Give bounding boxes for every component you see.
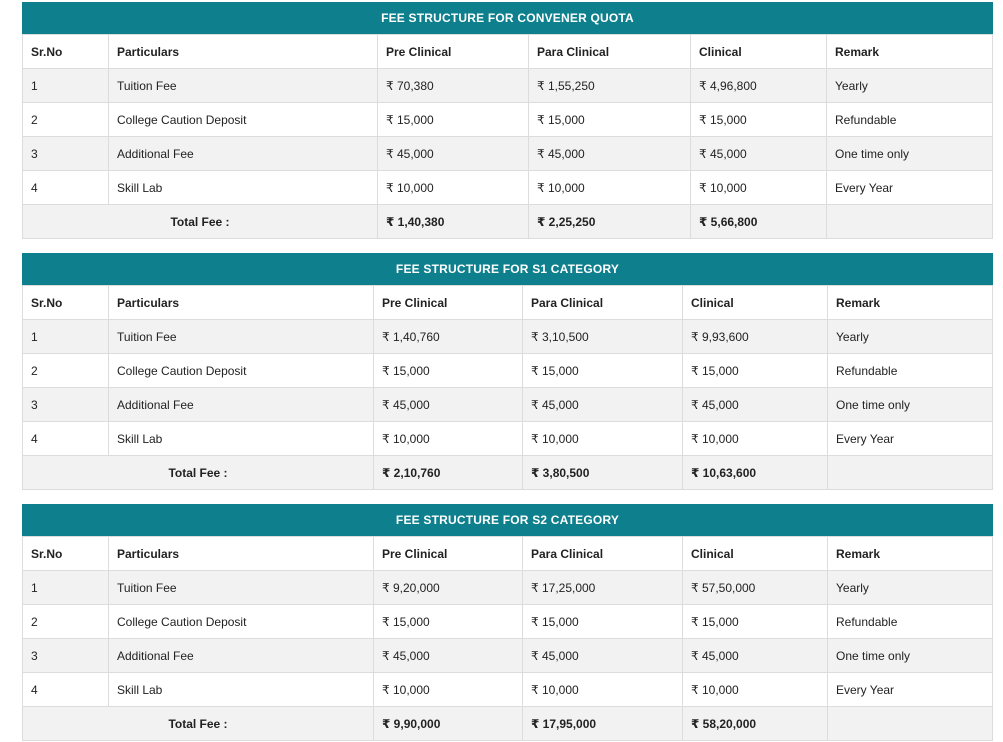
cell-pre-clinical: ₹ 70,380 [378, 69, 529, 103]
cell-para-clinical: ₹ 15,000 [529, 103, 691, 137]
cell-pre-clinical: ₹ 45,000 [374, 388, 523, 422]
cell-clinical: ₹ 4,96,800 [691, 69, 827, 103]
column-header-remark: Remark [828, 537, 993, 571]
table-title: FEE STRUCTURE FOR S1 CATEGORY [22, 253, 993, 285]
fee-table-s2-category [22, 504, 993, 741]
cell-clinical: ₹ 45,000 [691, 137, 827, 171]
total-row [23, 456, 993, 490]
table-row [23, 137, 993, 171]
table-row [23, 422, 993, 456]
cell-pre-clinical: ₹ 45,000 [378, 137, 529, 171]
total-pre-clinical: ₹ 1,40,380 [378, 205, 529, 239]
table-title: FEE STRUCTURE FOR CONVENER QUOTA [22, 2, 993, 34]
column-header-pre-clinical: Pre Clinical [374, 537, 523, 571]
total-remark-empty [827, 205, 993, 239]
column-header-sr-no: Sr.No [23, 286, 109, 320]
cell-para-clinical: ₹ 10,000 [523, 422, 683, 456]
cell-particulars: College Caution Deposit [109, 103, 378, 137]
cell-pre-clinical: ₹ 1,40,760 [374, 320, 523, 354]
table-row [23, 571, 993, 605]
cell-para-clinical: ₹ 10,000 [529, 171, 691, 205]
cell-sr-no: 1 [23, 571, 109, 605]
total-label: Total Fee : [23, 205, 378, 239]
cell-remark: Yearly [828, 320, 993, 354]
total-pre-clinical: ₹ 2,10,760 [374, 456, 523, 490]
cell-particulars: Tuition Fee [109, 571, 374, 605]
cell-clinical: ₹ 57,50,000 [683, 571, 828, 605]
cell-particulars: Skill Lab [109, 673, 374, 707]
cell-para-clinical: ₹ 45,000 [529, 137, 691, 171]
cell-remark: Every Year [828, 673, 993, 707]
column-header-clinical: Clinical [691, 35, 827, 69]
cell-para-clinical: ₹ 17,25,000 [523, 571, 683, 605]
total-remark-empty [828, 456, 993, 490]
cell-remark: Every Year [828, 422, 993, 456]
cell-sr-no: 2 [23, 103, 109, 137]
cell-para-clinical: ₹ 45,000 [523, 388, 683, 422]
cell-sr-no: 3 [23, 388, 109, 422]
fee-table-convener-quota [22, 2, 993, 239]
cell-particulars: College Caution Deposit [109, 605, 374, 639]
cell-clinical: ₹ 15,000 [683, 354, 828, 388]
cell-para-clinical: ₹ 15,000 [523, 605, 683, 639]
table-row [23, 673, 993, 707]
cell-particulars: Additional Fee [109, 388, 374, 422]
cell-remark: Refundable [828, 605, 993, 639]
column-header-particulars: Particulars [109, 286, 374, 320]
column-header-para-clinical: Para Clinical [523, 286, 683, 320]
column-header-pre-clinical: Pre Clinical [378, 35, 529, 69]
column-header-remark: Remark [827, 35, 993, 69]
cell-clinical: ₹ 15,000 [683, 605, 828, 639]
table-row [23, 354, 993, 388]
cell-para-clinical: ₹ 3,10,500 [523, 320, 683, 354]
total-label: Total Fee : [23, 456, 374, 490]
cell-clinical: ₹ 9,93,600 [683, 320, 828, 354]
cell-remark: One time only [828, 639, 993, 673]
column-header-para-clinical: Para Clinical [529, 35, 691, 69]
table-row [23, 171, 993, 205]
total-remark-empty [828, 707, 993, 741]
cell-remark: Every Year [827, 171, 993, 205]
table-row [23, 388, 993, 422]
cell-particulars: Additional Fee [109, 137, 378, 171]
cell-sr-no: 4 [23, 673, 109, 707]
cell-sr-no: 2 [23, 605, 109, 639]
cell-pre-clinical: ₹ 10,000 [374, 673, 523, 707]
cell-para-clinical: ₹ 45,000 [523, 639, 683, 673]
table-row [23, 639, 993, 673]
cell-clinical: ₹ 15,000 [691, 103, 827, 137]
table-row [23, 69, 993, 103]
total-pre-clinical: ₹ 9,90,000 [374, 707, 523, 741]
column-header-para-clinical: Para Clinical [523, 537, 683, 571]
cell-particulars: Tuition Fee [109, 320, 374, 354]
cell-remark: One time only [827, 137, 993, 171]
cell-particulars: Additional Fee [109, 639, 374, 673]
column-header-particulars: Particulars [109, 537, 374, 571]
cell-para-clinical: ₹ 10,000 [523, 673, 683, 707]
cell-pre-clinical: ₹ 15,000 [374, 605, 523, 639]
cell-para-clinical: ₹ 1,55,250 [529, 69, 691, 103]
table-row [23, 320, 993, 354]
total-clinical: ₹ 58,20,000 [683, 707, 828, 741]
cell-pre-clinical: ₹ 10,000 [378, 171, 529, 205]
fee-table-s1-category [22, 253, 993, 490]
column-header-pre-clinical: Pre Clinical [374, 286, 523, 320]
total-para-clinical: ₹ 17,95,000 [523, 707, 683, 741]
cell-sr-no: 1 [23, 69, 109, 103]
cell-pre-clinical: ₹ 15,000 [374, 354, 523, 388]
cell-remark: One time only [828, 388, 993, 422]
cell-para-clinical: ₹ 15,000 [523, 354, 683, 388]
cell-particulars: Skill Lab [109, 171, 378, 205]
cell-pre-clinical: ₹ 15,000 [378, 103, 529, 137]
cell-clinical: ₹ 45,000 [683, 388, 828, 422]
cell-sr-no: 3 [23, 137, 109, 171]
cell-remark: Refundable [828, 354, 993, 388]
cell-sr-no: 3 [23, 639, 109, 673]
table-row [23, 605, 993, 639]
cell-clinical: ₹ 10,000 [691, 171, 827, 205]
column-header-sr-no: Sr.No [23, 35, 109, 69]
cell-pre-clinical: ₹ 10,000 [374, 422, 523, 456]
cell-clinical: ₹ 45,000 [683, 639, 828, 673]
total-para-clinical: ₹ 3,80,500 [523, 456, 683, 490]
cell-remark: Yearly [827, 69, 993, 103]
total-para-clinical: ₹ 2,25,250 [529, 205, 691, 239]
total-row [23, 205, 993, 239]
table-title: FEE STRUCTURE FOR S2 CATEGORY [22, 504, 993, 536]
cell-particulars: College Caution Deposit [109, 354, 374, 388]
cell-sr-no: 4 [23, 171, 109, 205]
cell-remark: Yearly [828, 571, 993, 605]
cell-clinical: ₹ 10,000 [683, 422, 828, 456]
column-header-clinical: Clinical [683, 286, 828, 320]
total-label: Total Fee : [23, 707, 374, 741]
header-row [23, 537, 993, 571]
column-header-clinical: Clinical [683, 537, 828, 571]
cell-remark: Refundable [827, 103, 993, 137]
cell-sr-no: 1 [23, 320, 109, 354]
total-clinical: ₹ 5,66,800 [691, 205, 827, 239]
cell-sr-no: 4 [23, 422, 109, 456]
cell-sr-no: 2 [23, 354, 109, 388]
cell-pre-clinical: ₹ 9,20,000 [374, 571, 523, 605]
header-row [23, 35, 993, 69]
cell-particulars: Tuition Fee [109, 69, 378, 103]
total-row [23, 707, 993, 741]
table-row [23, 103, 993, 137]
cell-clinical: ₹ 10,000 [683, 673, 828, 707]
header-row [23, 286, 993, 320]
column-header-particulars: Particulars [109, 35, 378, 69]
cell-particulars: Skill Lab [109, 422, 374, 456]
cell-pre-clinical: ₹ 45,000 [374, 639, 523, 673]
column-header-sr-no: Sr.No [23, 537, 109, 571]
column-header-remark: Remark [828, 286, 993, 320]
total-clinical: ₹ 10,63,600 [683, 456, 828, 490]
